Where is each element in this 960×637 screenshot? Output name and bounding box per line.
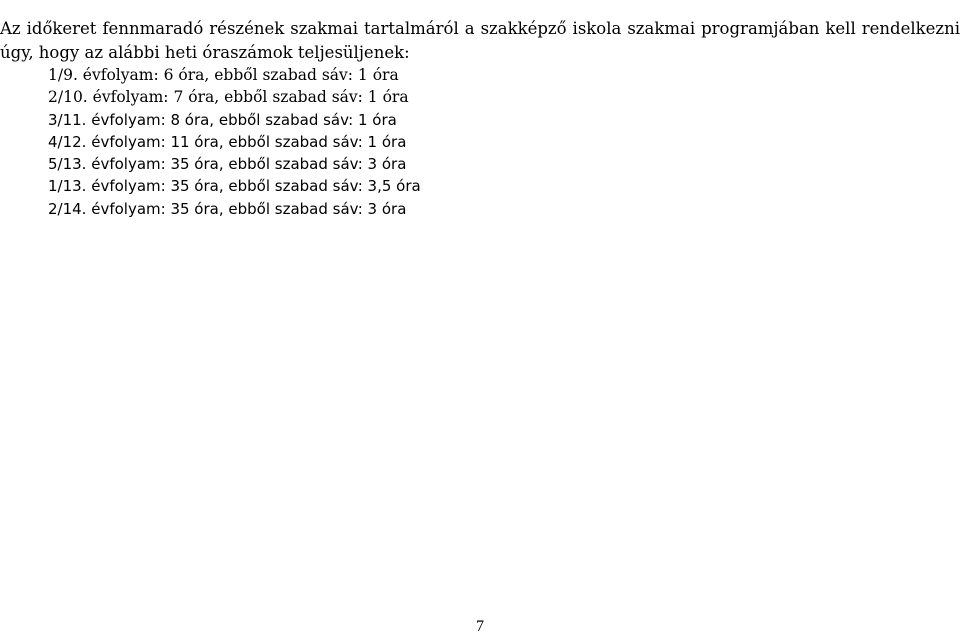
list-item: 5/13. évfolyam: 35 óra, ebből szabad sáv: 3 óra (48, 155, 407, 174)
list-item: 3/11. évfolyam: 8 óra, ebből szabad sáv: 1 óra (48, 110, 397, 129)
intro-paragraph: Az időkeret fennmaradó részének szakmai tartalmáról a szakképző iskola szakmai programjában kell rendelkezni úgy, hogy az alábbi heti óraszámok teljesüljenek: (0, 18, 960, 62)
weekly-hours-list (48, 64, 421, 220)
list-item: 4/12. évfolyam: 11 óra, ebből szabad sáv: 1 óra (48, 132, 407, 151)
list-item: 1/9. évfolyam: 6 óra, ebből szabad sáv: 1 óra (48, 66, 399, 84)
list-item: 1/13. évfolyam: 35 óra, ebből szabad sáv: 3,5 óra (48, 177, 421, 196)
page-number: 7 (476, 618, 484, 635)
list-item: 2/10. évfolyam: 7 óra, ebből szabad sáv: 1 óra (48, 88, 409, 107)
list-item: 2/14. évfolyam: 35 óra, ebből szabad sáv: 3 óra (48, 199, 407, 218)
